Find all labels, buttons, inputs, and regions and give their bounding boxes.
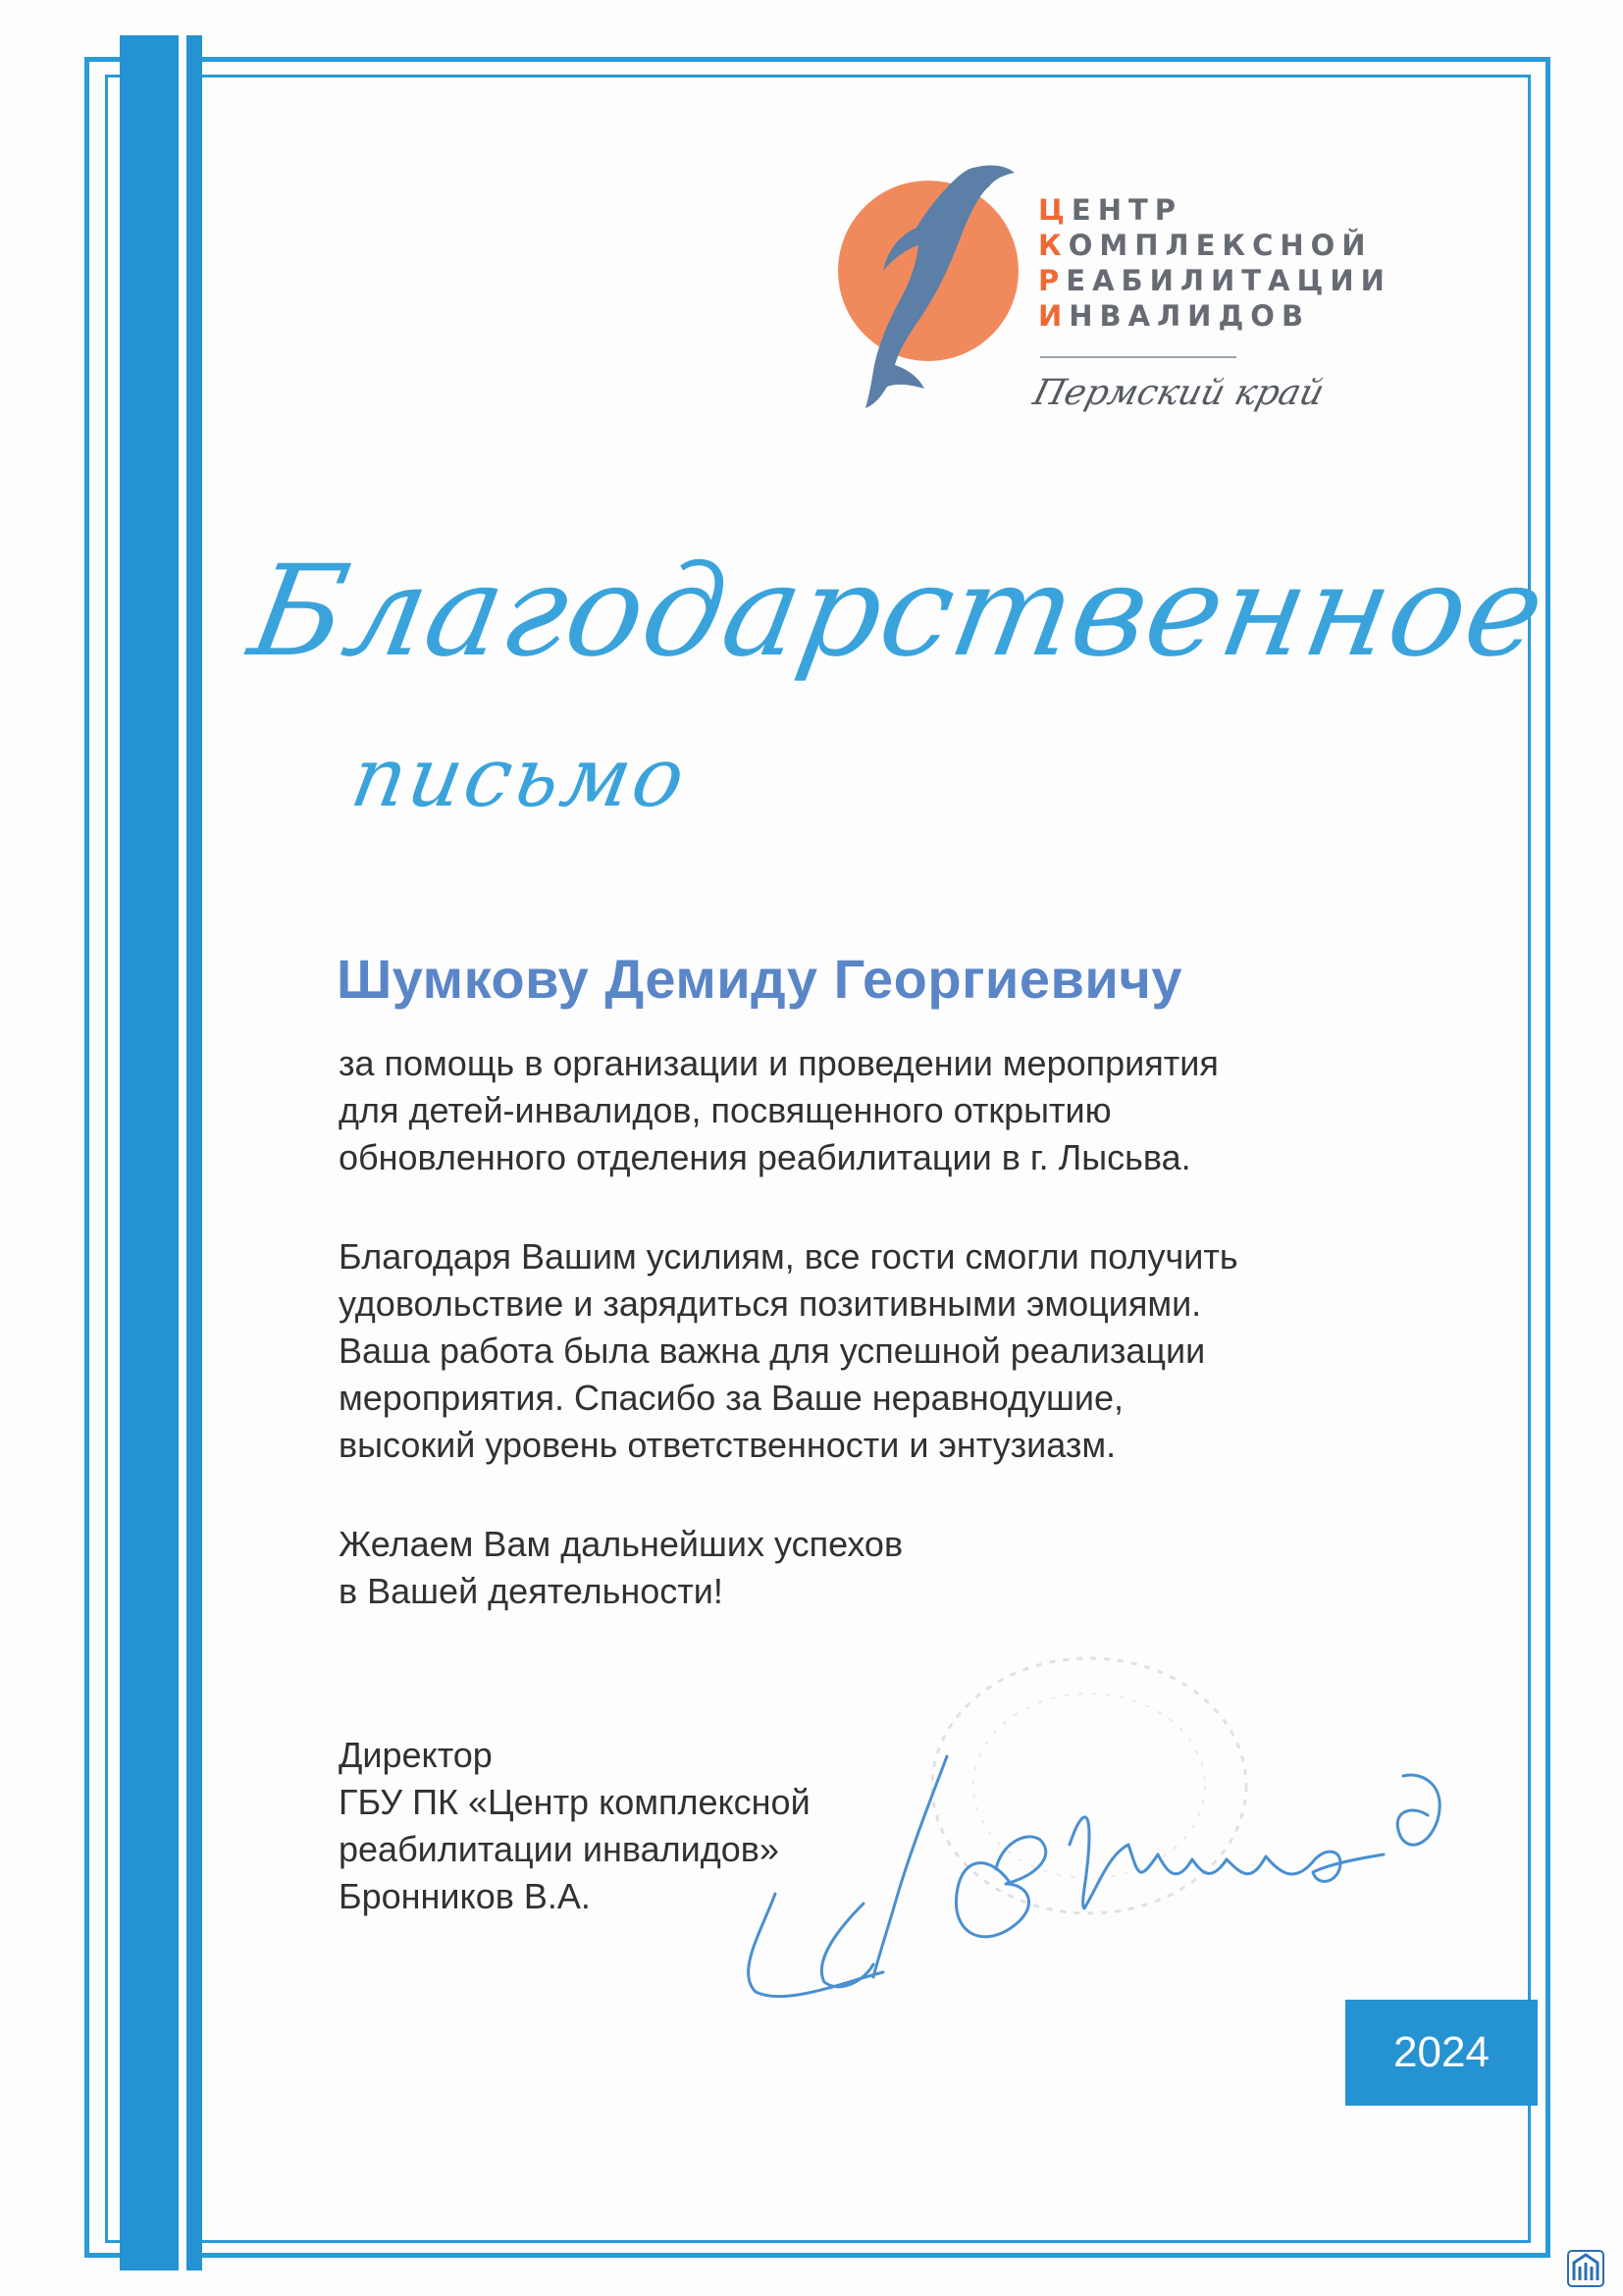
text-line: обновленного отделения реабилитации в г. Лысьва.	[339, 1137, 1191, 1177]
document-title: Благодарственное	[239, 539, 1555, 685]
logo-word: НВАЛИДОВ	[1069, 299, 1311, 333]
text-line: Желаем Вам дальнейших успехов	[339, 1524, 904, 1564]
logo-initial: Ц	[1038, 193, 1072, 227]
dolphin-sun-logo-icon	[822, 155, 1028, 410]
logo-word: ЕНТР	[1071, 193, 1183, 227]
text-line: удовольствие и зарядиться позитивными эмоциями.	[339, 1283, 1202, 1324]
logo-line	[1038, 298, 1391, 334]
text-line: Ваша работа была важна для успешной реализации	[339, 1331, 1206, 1371]
left-decorative-band	[120, 35, 202, 2270]
text-line: Благодаря Вашим усилиям, все гости смогли получить	[339, 1236, 1238, 1277]
text-line: за помощь в организации и проведении мероприятия	[339, 1043, 1219, 1083]
logo-word: ЕАБИЛИТАЦИИ	[1066, 264, 1391, 297]
corner-emblem-icon	[1566, 2249, 1605, 2288]
paragraph-appreciation	[339, 1233, 1418, 1469]
signature-icon	[716, 1737, 1462, 2011]
logo-word: ОМПЛЕКСНОЙ	[1068, 229, 1373, 262]
logo-region-script: Пермский край	[1028, 373, 1329, 413]
signatory-org: ГБУ ПК «Центр комплексной	[339, 1782, 811, 1822]
text-line: для детей-инвалидов, посвященного открытию	[339, 1090, 1112, 1130]
signatory-title: Директор	[339, 1735, 493, 1775]
text-line: высокий уровень ответственности и энтузиазм.	[339, 1425, 1117, 1465]
text-line: в Вашей деятельности!	[339, 1571, 723, 1611]
logo-initial: Р	[1038, 264, 1067, 297]
paragraph-wishes	[339, 1521, 1418, 1615]
logo-text-block	[1038, 192, 1391, 334]
document-subtitle: письмо	[344, 729, 695, 825]
logo-initial: И	[1038, 299, 1070, 333]
logo-divider	[1040, 356, 1236, 358]
logo-line	[1038, 228, 1391, 263]
paragraph-gratitude	[339, 1040, 1418, 1181]
year-badge: 2024	[1345, 2000, 1538, 2106]
recipient-name: Шумкову Демиду Георгиевичу	[337, 948, 1182, 1010]
signatory-org: реабилитации инвалидов»	[339, 1829, 779, 1869]
logo-initial: К	[1038, 229, 1069, 262]
signatory-name: Бронников В.А.	[339, 1876, 591, 1916]
logo-line	[1038, 192, 1391, 228]
band-stripe	[179, 35, 186, 2270]
logo-line	[1038, 263, 1391, 298]
text-line: мероприятия. Спасибо за Ваше неравнодушие,	[339, 1378, 1124, 1418]
